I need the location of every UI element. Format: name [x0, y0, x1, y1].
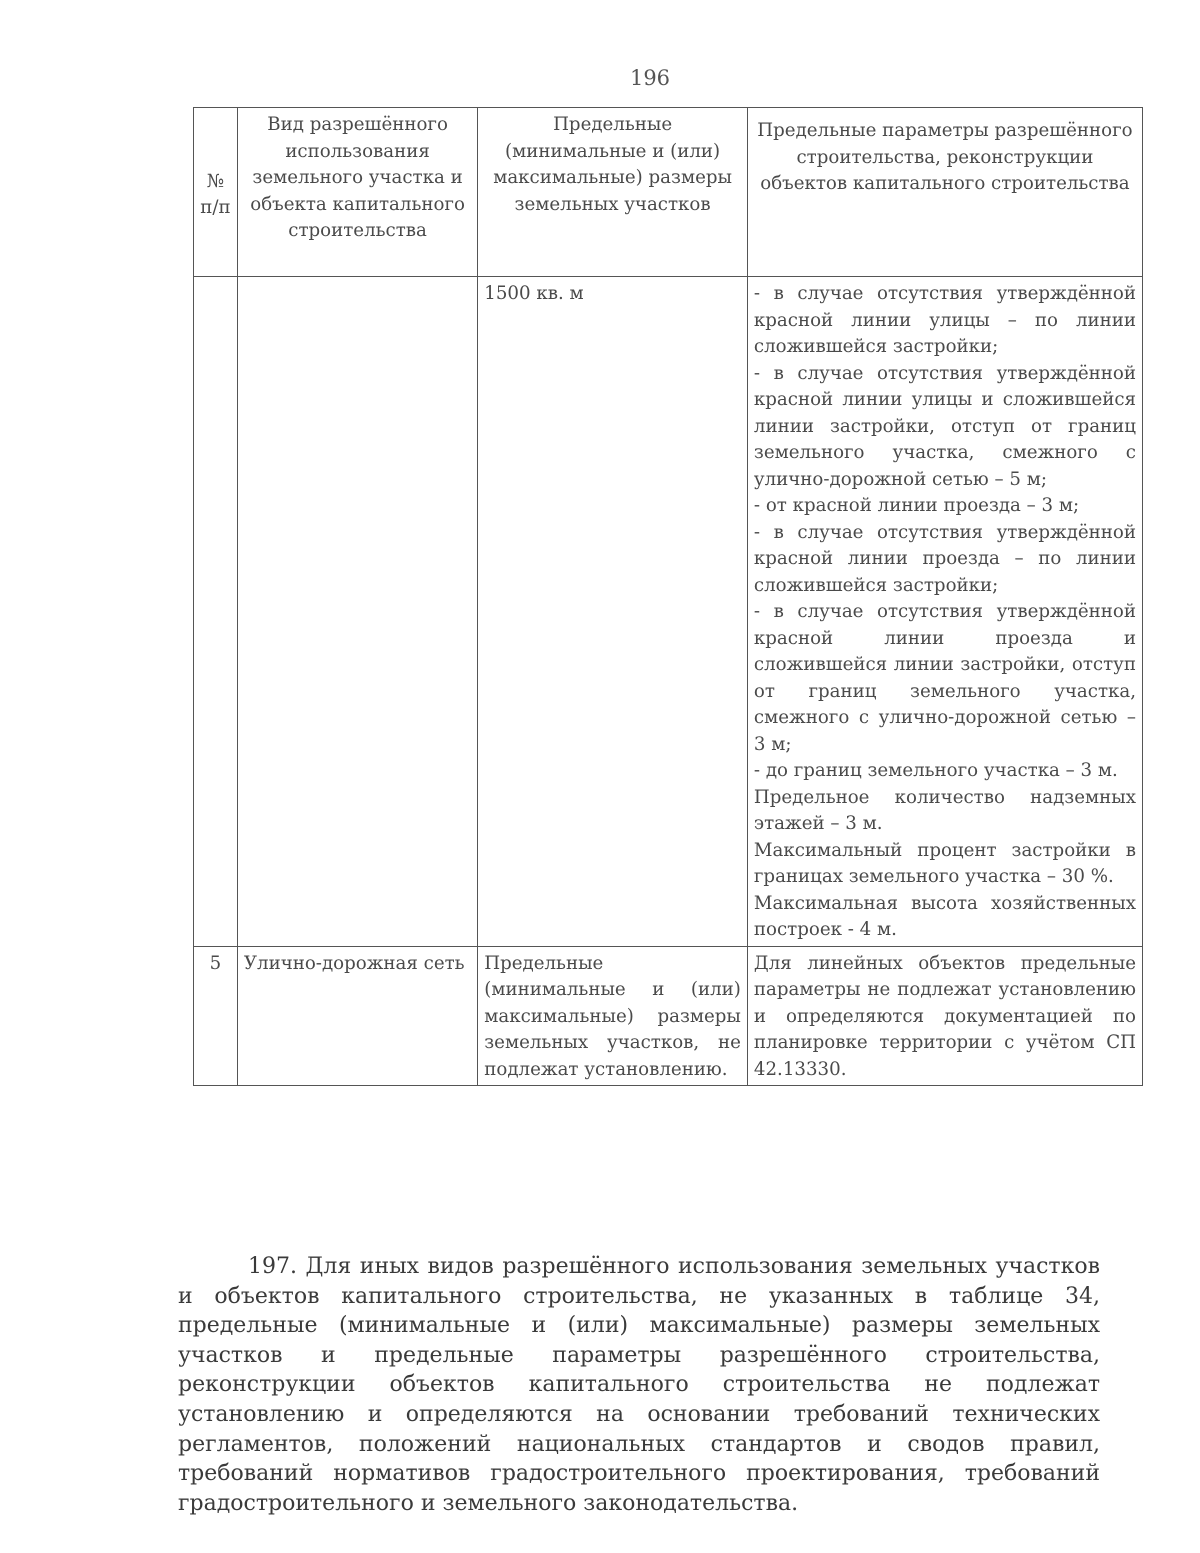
param-item: - от красной линии проезда – 3 м;	[753, 495, 1080, 516]
row-params	[747, 277, 1142, 947]
param-item: - в случае отсутствия утверждённой красной линии проезда и сложившейся линии застройки, отступ от границ земельного участка, смежного с улично-дорожной сетью – 3 м;	[753, 601, 1136, 755]
paragraph-number: 197.	[248, 1254, 297, 1279]
param-item: - в случае отсутствия утверждённой красной линии улицы и сложившейся линии застройки, отступ от границ земельного участка, смежного с улично-дорожной сетью – 5 м;	[753, 362, 1136, 490]
row-plot-sizes: 1500 кв. м	[478, 277, 748, 947]
table-header-row	[194, 108, 1143, 277]
param-item: - до границ земельного участка – 3 м.	[753, 760, 1118, 781]
parameters-table	[193, 107, 1143, 1086]
param-item: Максимальный процент застройки в границах земельного участка – 30 %.	[753, 839, 1136, 887]
row-use-type: Улично-дорожная сеть	[237, 946, 477, 1086]
param-item: Для линейных объектов предельные параметры не подлежат установлению и определяются документацией по планировке территории с учётом СП 42.13330.	[753, 952, 1136, 1080]
row-num	[194, 277, 238, 947]
param-item: Максимальная высота хозяйственных построек - 4 м.	[753, 892, 1136, 940]
paragraph-text: Для иных видов разрешённого использования земельных участков и объектов капитального строительства, не указанных в таблице 34, предельные (минимальные и (или) максимальные) размеры земельных участков и предельные параметры разрешённого строительства, реконструкции объектов капитального строительства не подлежат установлению и определяются на основании требований технических регламентов, положений национальных стандартов и сводов правил, требований нормативов градостроительного проектирования, требований градостроительного и земельного законодательства.	[178, 1254, 1100, 1516]
row-use-type	[237, 277, 477, 947]
row-params	[747, 946, 1142, 1086]
header-plot-sizes: Предельные (минимальные и (или) максимальные) размеры земельных участков	[478, 108, 748, 277]
row-plot-sizes: Предельные (минимальные и (или) максимальные) размеры земельных участков, не подлежат установлению.	[478, 946, 748, 1086]
param-item: - в случае отсутствия утверждённой красной линии проезда – по линии сложившейся застройки;	[753, 521, 1136, 596]
row-num: 5	[194, 946, 238, 1086]
header-use-type: Вид разрешённого использования земельного участка и объекта капитального строительства	[237, 108, 477, 277]
param-item: Предельное количество надземных этажей – 3 м.	[753, 786, 1136, 834]
table-row	[194, 946, 1143, 1086]
param-item: - в случае отсутствия утверждённой красной линии улицы – по линии сложившейся застройки;	[753, 283, 1136, 357]
paragraph-197	[178, 1252, 1100, 1518]
header-params: Предельные параметры разрешённого строительства, реконструкции объектов капитального строительства	[747, 108, 1142, 277]
header-num: № п/п	[194, 108, 238, 277]
page-number: 196	[629, 66, 671, 90]
table-row	[194, 277, 1143, 947]
